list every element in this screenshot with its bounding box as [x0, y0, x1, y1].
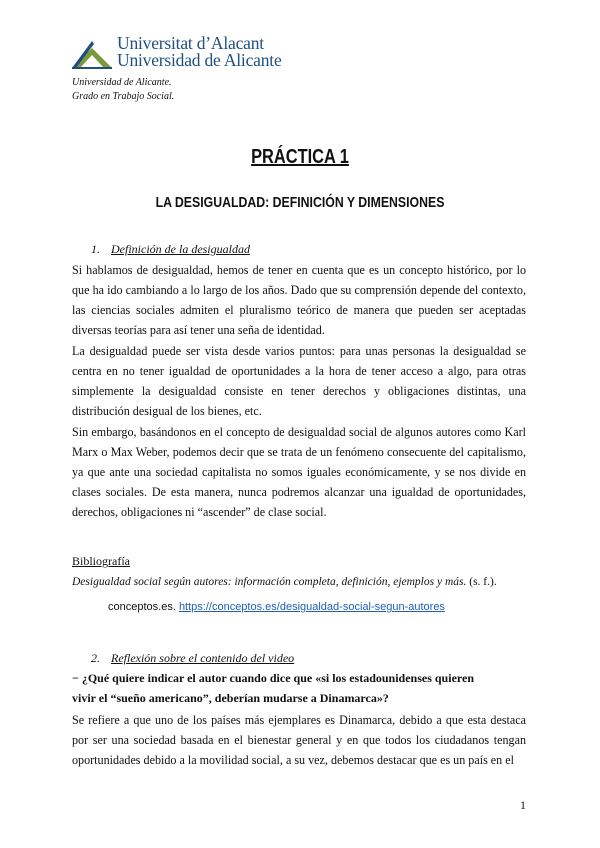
question-line-2: vivir el “sueño americano”, deberían mudarse a Dinamarca»? [72, 691, 389, 705]
reference-site: conceptos.es. [108, 601, 179, 613]
bibliography-reference [72, 576, 497, 588]
page-subtitle: LA DESIGUALDAD: DEFINICIÓN Y DIMENSIONES [155, 194, 445, 211]
section-1-number: 1. [91, 242, 100, 256]
paragraph: Sin embargo, basándonos en el concepto de desigualdad social de algunos autores como Karl Marx o Max Weber, podemos decir que se trata de un fenómeno consecuente del capitalismo, ya que ante una sociedad capitalista no somos iguales económicamente, y se nos divide en clases sociales. De esta manera, nunca podremos alcanzar una igualdad de oportunidades, derechos, obligaciones ni “ascender” de clase social. [72, 425, 526, 520]
reference-title: Desigualdad social según autores: información completa, definición, ejemplos y más. [72, 576, 467, 588]
bibliography-heading: Bibliografía [72, 554, 130, 568]
institution-name: Universidad de Alicante. [72, 77, 172, 88]
bibliography-source [108, 601, 445, 613]
reference-link[interactable]: https://conceptos.es/desigualdad-social-segun-autores [178, 601, 445, 613]
logo-line-valencian: Universitat d’Alacant [117, 33, 264, 53]
section-1-title: Definición de la desigualdad [111, 242, 250, 256]
answer-paragraph: Se refiere a que uno de los países más ejemplares es Dinamarca, debido a que esta destaca por ser una sociedad basada en el bienestar general y en que todos los ciudadanos tengan oportunidades debido a la movilidad social, a su vez, debemos destacar que es un país en el [72, 713, 526, 768]
section-1-heading [91, 242, 250, 257]
university-logo [70, 33, 290, 72]
university-emblem-icon [70, 36, 114, 70]
page-number: 1 [520, 798, 526, 812]
institution-block [72, 76, 174, 103]
page-title: PRÁCTICA 1 [251, 146, 349, 168]
section-2-title: Reflexión sobre el contenido del video [111, 651, 295, 665]
section-2-number: 2. [91, 651, 100, 665]
question-line-1: − ¿Qué quiere indicar el autor cuando dice que «si los estadounidenses quieren [72, 671, 474, 685]
paragraph: Si hablamos de desigualdad, hemos de tener en cuenta que es un concepto histórico, por lo que ha ido cambiando a lo largo de los años. Dado que su comprensión depende del contexto, las ciencias sociales admiten el pluralismo teórico de manera que pueden ser aceptadas diversas teorías para así tener una seña de identidad. [72, 263, 526, 338]
logo-line-spanish: Universidad de Alicante [117, 50, 282, 70]
reference-date: (s. f.). [466, 576, 497, 588]
section-2-heading [91, 651, 294, 666]
degree-name: Grado en Trabajo Social. [72, 90, 175, 102]
paragraph: La desigualdad puede ser vista desde varios puntos: para unas personas la desigualdad se centra en no tener igualdad de oportunidades a la hora de tener acceso a algo, para otras simplemente la desigualdad consiste en tener derechos y obligaciones distintas, una distribución desigual de los bienes, etc. [72, 344, 526, 419]
